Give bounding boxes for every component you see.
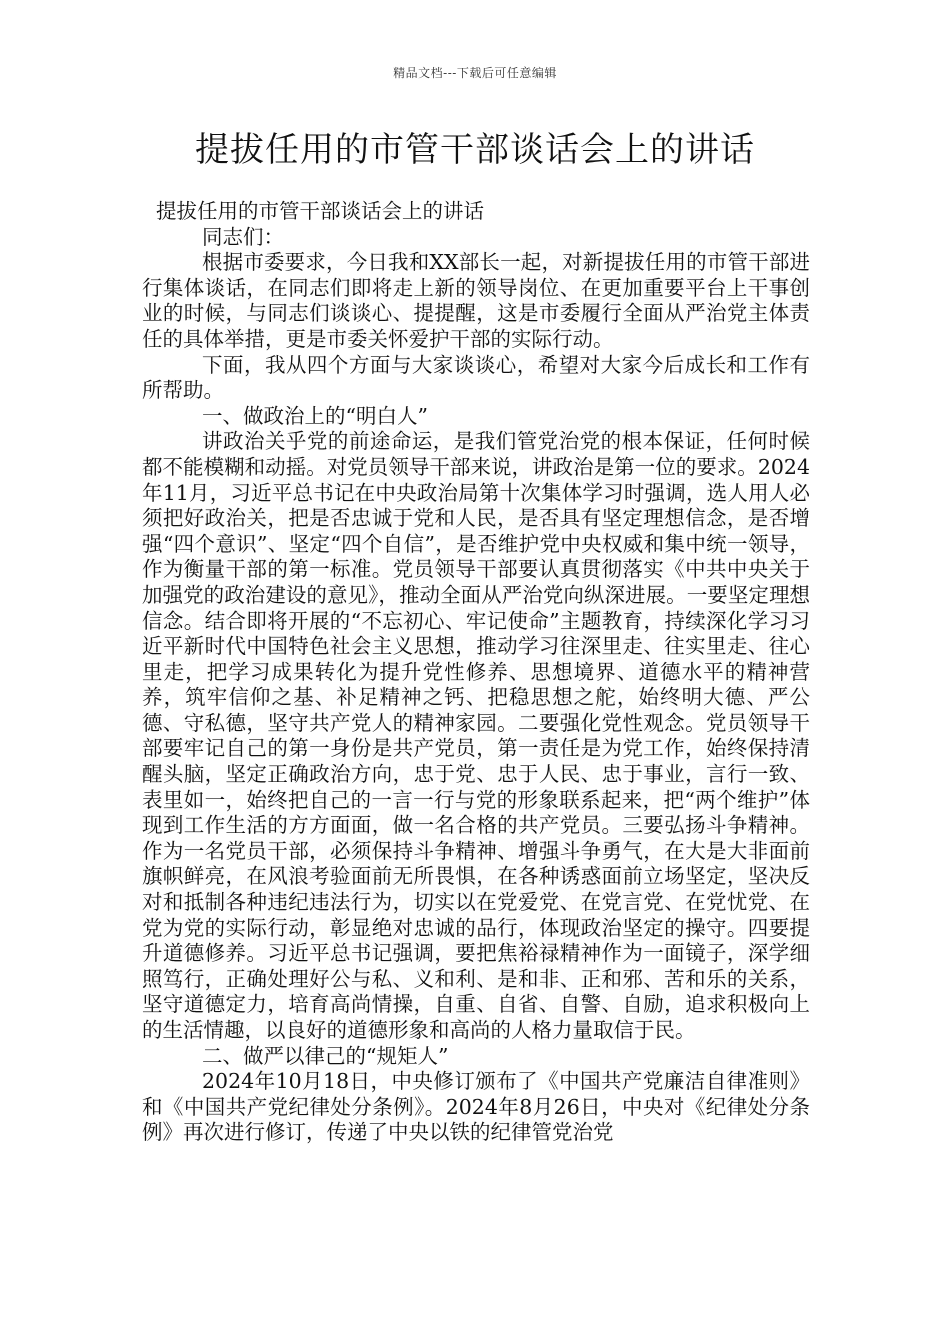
subtitle: 提拔任用的市管干部谈话会上的讲话: [156, 199, 484, 223]
salutation: 同志们：: [202, 224, 284, 249]
paragraph-section-1: 讲政治关乎党的前途命运，是我们管党治党的根本保证，任何时候都不能模糊和动摇。对党员领导干部来说，讲政治是第一位的要求。2024年11月，习近平总书记在中央政治局第十次集体学习时强调，选人用人必须把好政治关，把是否忠诚于党和人民，是否具有坚定理想信念，是否增强“四个意识”、坚定“四个自信”，是否维护党中央权威和集中统一领导，作为衡量干部的第一标准。党员领导干部要认真贯彻落实《中共中央关于加强党的政治建设的意见》，推动全面从严治党向纵深进展。一要坚定理想信念。结合即将开展的“不忘初心、牢记使命”主题教育，持续深化学习习近平新时代中国特色社会主义思想，推动学习往深里走、往实里走、往心里走，把学习成果转化为提升党性修养、思想境界、道德水平的精神营养，筑牢信仰之基、补足精神之钙、把稳思想之舵，始终明大德、严公德、守私德，坚守共产党人的精神家园。二要强化党性观念。党员领导干部要牢记自己的第一身份是共产党员，第一责任是为党工作，始终保持清醒头脑，坚定正确政治方向，忠于党、忠于人民、忠于事业，言行一致、表里如一，始终把自己的一言一行与党的形象联系起来，把“两个维护”体现到工作生活的方方面面，做一名合格的共产党员。三要弘扬斗争精神。作为一名党员干部，必须保持斗争精神、增强斗争勇气，在大是大非面前旗帜鲜亮，在风浪考验面前无所畏惧，在各种诱惑面前立场坚定，坚决反对和抵制各种违纪违法行为，切实以在党爱党、在党言党、在党忧党、在党为党的实际行动，彰显绝对忠诚的品行，体现政治坚定的操守。四要提升道德修养。习近平总书记强调，要把焦裕禄精神作为一面镜子，深学细照笃行，正确处理好公与私、义和利、是和非、正和邪、苦和乐的关系，坚守道德定力，培育高尚情操，自重、自省、自警、自励，追求积极向上的生活情趣，以良好的道德形象和高尚的人格力量取信于民。: [142, 429, 810, 1042]
section-heading-1: 一、做政治上的“明白人”: [202, 403, 428, 428]
section-heading-2: 二、做严以律己的“规矩人”: [202, 1043, 449, 1068]
page-title: 提拔任用的市管干部谈话会上的讲话: [195, 130, 755, 170]
document-body: [142, 199, 810, 1146]
paragraph-section-2: 2024年10月18日，中央修订颁布了《中国共产党廉洁自律准则》和《中国共产党纪律处分条例》。2024年8月26日，中央对《纪律处分条例》再次进行修订，传递了中央以铁的纪律管党治党: [142, 1069, 810, 1145]
paragraph-intro: 根据市委要求，今日我和XX部长一起，对新提拔任用的市管干部进行集体谈话，在同志们即将走上新的领导岗位、在更加重要平台上干事创业的时候，与同志们谈谈心、提提醒，这是市委履行全面从严治党主体责任的具体举措，更是市委关怀爱护干部的实际行动。: [142, 250, 810, 351]
header-note: 精品文档---下载后可任意编辑: [393, 66, 557, 80]
paragraph-overview: 下面，我从四个方面与大家谈谈心，希望对大家今后成长和工作有所帮助。: [142, 352, 810, 403]
